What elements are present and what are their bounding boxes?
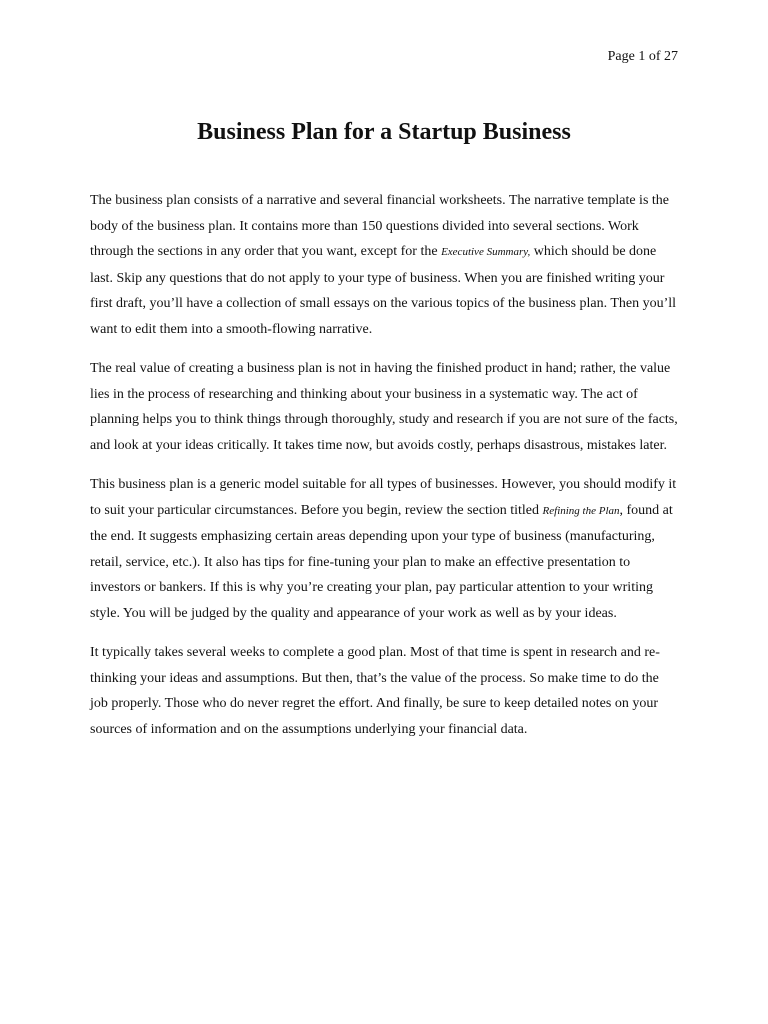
paragraph-intro-text-start: The business plan consists of a narrative and several financial worksheets. The narrative template is the body of the business plan. It contains more than 150 questions divided into several sections. Work through the sections in any order that you want, except for the bbox=[90, 193, 669, 259]
page-number: Page 1 of 27 bbox=[607, 49, 678, 64]
document-title: Business Plan for a Startup Business bbox=[197, 119, 571, 145]
paragraph-intro-text-end: which should be done last. Skip any questions that do not apply to your type of business. When you are finished writing your first draft, you’ll have a collection of small essays on the various topics of the business plan. Then you’ll want to edit them into a smooth-flowing narrative. bbox=[90, 244, 677, 337]
document-body bbox=[90, 188, 680, 756]
paragraph-timing: It typically takes several weeks to complete a good plan. Most of that time is spent in research and re-thinking your ideas and assumptions. But then, that’s the value of the process. So make time to do the job properly. Those who do never regret the effort. And finally, be sure to keep detailed notes on your sources of information and on the assumptions underlying your financial data. bbox=[90, 645, 660, 737]
refining-the-plan-reference: Refining the Plan bbox=[542, 504, 620, 517]
paragraph-generic-model-text-start: This business plan is a generic model suitable for all types of businesses. However, you should modify it to suit your particular circumstances. Before you begin, review the section titled bbox=[90, 477, 677, 518]
paragraph-intro bbox=[90, 188, 680, 342]
paragraph-value: The real value of creating a business plan is not in having the finished product in hand; rather, the value lies in the process of researching and thinking about your business in a systematic way. The act of planning helps you to think things through thoroughly, study and research if you are not sure of the facts, and look at your ideas critically. It takes time now, but avoids costly, perhaps disastrous, mistakes later. bbox=[90, 361, 678, 453]
paragraph-generic-model-text-end: , found at the end. It suggests emphasizing certain areas depending upon your type of business (manufacturing, retail, service, etc.). It also has tips for fine-tuning your plan to make an effective presentation to investors or bankers. If this is why you’re creating your plan, pay particular attention to your writing style. You will be judged by the quality and appearance of your work as well as by your ideas. bbox=[90, 502, 673, 621]
executive-summary-reference: Executive Summary, bbox=[441, 246, 531, 258]
paragraph-generic-model bbox=[90, 472, 680, 626]
